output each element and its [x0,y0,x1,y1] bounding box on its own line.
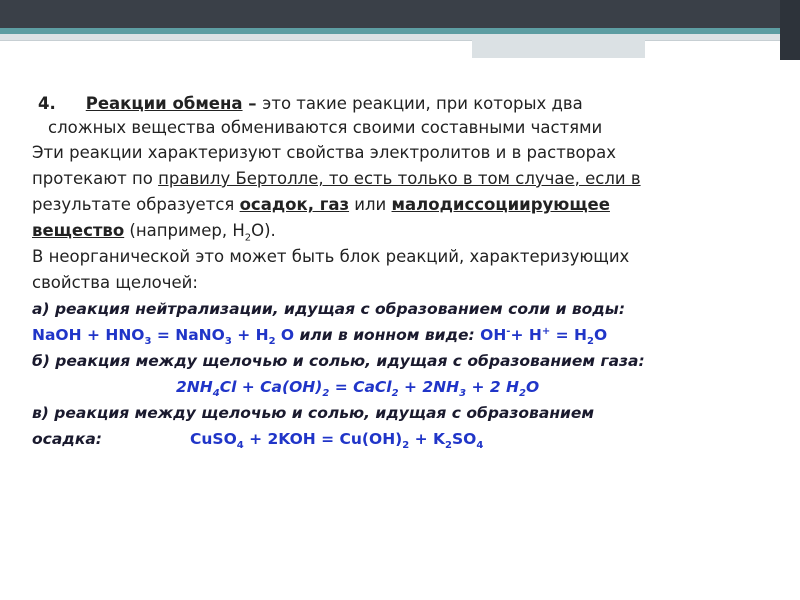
subscript: 4 [476,440,484,452]
example-b-equation [32,374,772,400]
paragraph-text: результате образуется [32,195,240,214]
paragraph-alkali-block [32,244,772,296]
keyword-substance: вещество [32,221,125,240]
example-c-label-continuation: осадка: [32,430,102,448]
subscript: 2 [322,388,330,400]
term-dash: – [242,94,263,113]
header-divider-line [0,40,472,41]
equation-part: O [525,378,540,396]
equation-part: SO [452,430,477,448]
subscript: 3 [459,388,467,400]
equation-part: CuSO [190,430,237,448]
example-a-label: а) реакция нейтрализации, идущая с образованием соли и воды: [32,300,626,318]
equation-part: Cl + Ca(OH) [219,378,323,396]
equation-part: 2NH [176,378,213,396]
equation-part: + 2NH [398,378,460,396]
paragraph-text: протекают по [32,169,159,188]
berthollet-rule-text: правилу Бертолле, то есть только в том случае, если в [158,169,641,188]
definition-text: это такие реакции, при которых два [262,94,583,113]
subscript: 2 [244,232,252,244]
equation-part: + 2 H [466,378,519,396]
example-c-label: в) реакция между щелочью и солью, идущая с образованием [32,404,595,422]
paragraph-text: или [349,195,392,214]
paragraph-text: Эти реакции характеризуют свойства электролитов и в растворах [32,143,616,162]
equation-part: O [593,326,608,344]
superscript: + [541,325,551,337]
subscript: 3 [144,336,152,348]
right-edge-dark-block [780,0,800,60]
subscript: 2 [586,336,594,348]
paragraph-text: (например, H [124,221,245,240]
subscript: 4 [236,440,244,452]
header-divider-line-right [645,40,780,41]
equation-part: = CaCl [329,378,392,396]
subscript: 2 [445,440,452,452]
header-gap-block [472,40,645,58]
definition-continuation: сложных вещества обмениваются своими составными частями [48,118,603,137]
right-edge-margin [780,0,800,600]
keyword-precipitate-gas: осадок, газ [239,195,350,214]
paragraph-electrolytes [32,140,772,244]
paragraph-text: В неорганической это может быть блок реакций, характеризующих [32,247,630,266]
subscript: 2 [391,388,399,400]
equation-part: OH [480,326,507,344]
subscript: 2 [268,336,276,348]
keyword-weak-electrolyte: малодиссоциирующее [391,195,610,214]
equation-part: NaOH + HNO [32,326,145,344]
equation-part: + 2KOH = Cu(OH) [243,430,403,448]
example-a-equation [32,322,772,348]
subscript: 4 [212,388,220,400]
superscript: - [506,325,511,337]
equation-part: + H [231,326,269,344]
subscript: 2 [402,440,410,452]
equation-part: = H [550,326,587,344]
example-c-equation-line [32,426,772,452]
section-number: 4. [38,94,56,113]
ionic-form-text: или в ионном виде: [299,326,475,344]
paragraph-text: свойства щелочей: [32,273,198,292]
example-b-label: б) реакция между щелочью и солью, идущая с образованием газа: [32,352,645,370]
term-title: Реакции обмена [85,94,243,113]
slide-heading [32,92,772,116]
equation-part: + H [510,326,542,344]
paragraph-text: O). [251,221,276,240]
header-band [0,0,800,28]
equation-part: + K [409,430,446,448]
equation-part: O [275,326,295,344]
slide-content [32,92,772,452]
equation-part: = NaNO [151,326,225,344]
subscript: 2 [519,388,526,400]
subscript: 3 [224,336,232,348]
